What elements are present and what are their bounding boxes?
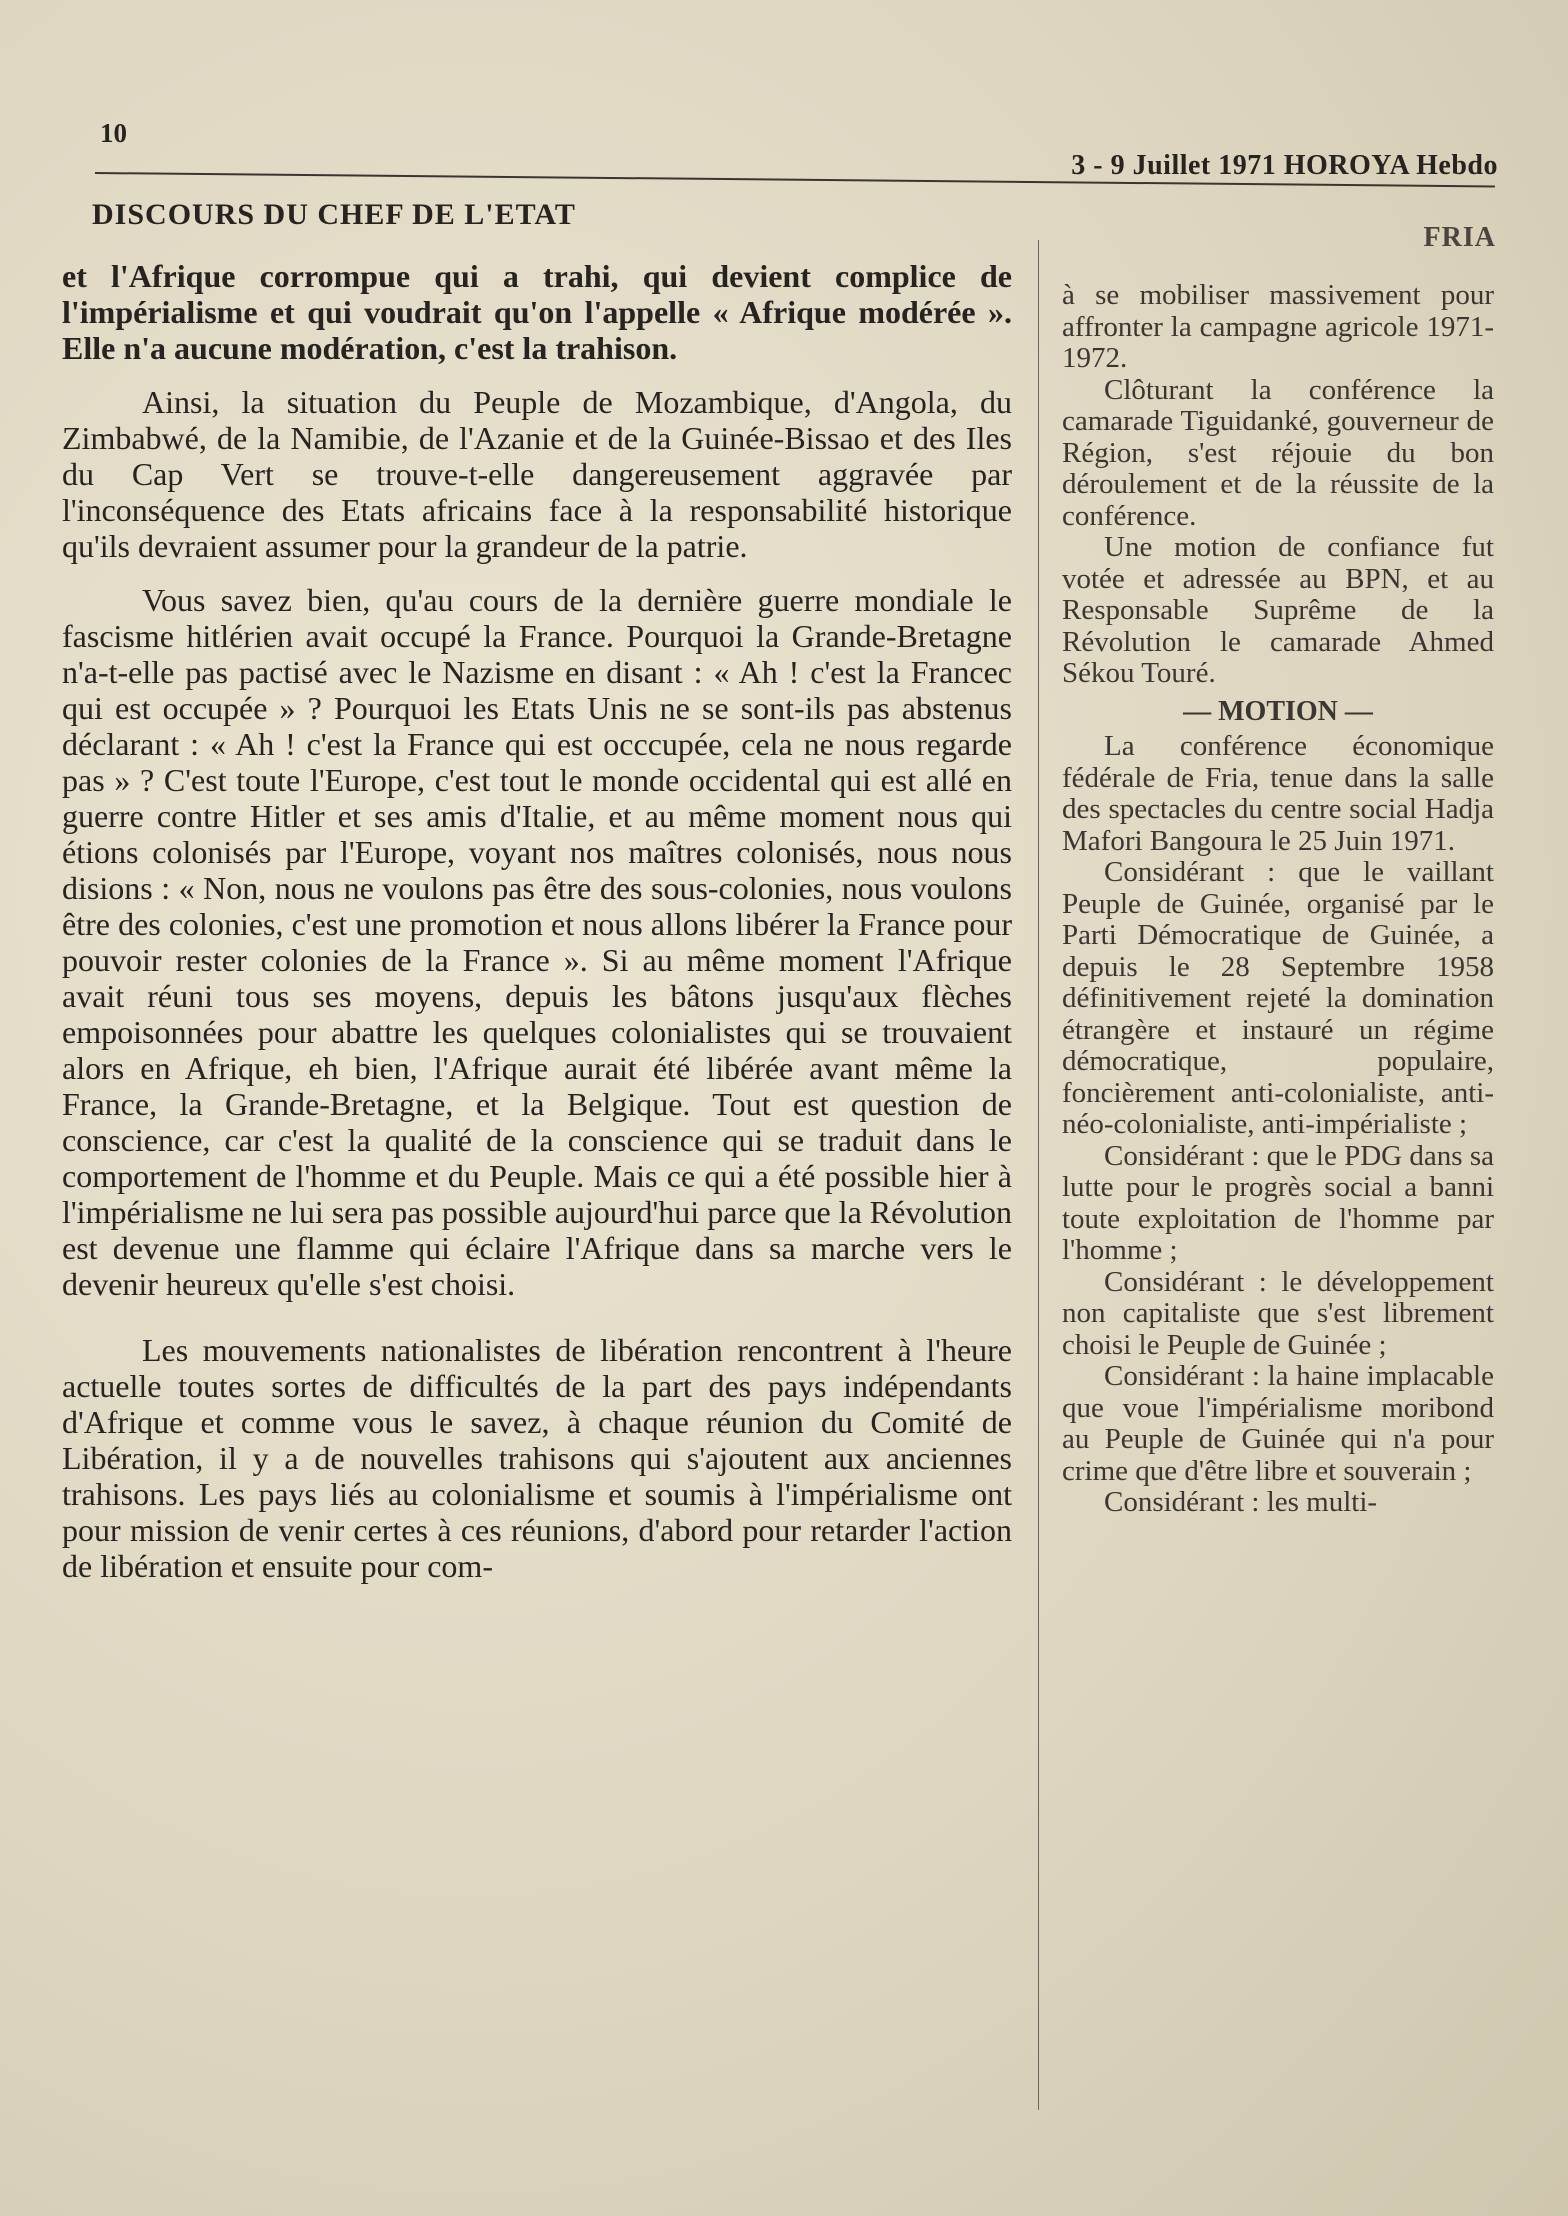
article-paragraph: La conférence économique fédérale de Fria, tenue dans la salle des spectacles du centre social Hadja Mafori Bangoura le 25 Juin 1971.: [1062, 730, 1494, 857]
considerant-paragraph: Considérant : le développement non capitaliste que s'est librement choisi le Peuple de Guinée ;: [1062, 1265, 1494, 1361]
article-paragraph: Une motion de confiance fut votée et adressée au BPN, et au Responsable Suprême de la Révolution le camarade Ahmed Sékou Touré.: [1062, 531, 1494, 689]
right-article-column: [1062, 280, 1494, 1519]
article-paragraph: Clôturant la conférence la camarade Tiguidanké, gouverneur de Région, s'est réjouie du bon déroulement et de la réussite de la conférence.: [1062, 373, 1494, 532]
issue-info: 3 - 9 Juillet 1971 HOROYA Hebdo: [1071, 150, 1498, 181]
article-paragraph: Ainsi, la situation du Peuple de Mozambique, d'Angola, du Zimbabwé, de la Namibie, de l'Azanie et de la Guinée-Bissao et des Iles du Cap Vert se trouve-t-elle dangereusement aggravée par l'inconséquence des Etats africains face à la responsabilité historique qu'ils devraient assumer pour la grandeur de la patrie.: [62, 384, 1012, 564]
considerant-paragraph: Considérant : que le vaillant Peuple de Guinée, organisé par le Parti Démocratique de Guinée, a depuis le 28 Septembre 1958 définitivement rejeté la domination étrangère et instauré un régime démocratique, populaire, foncièrement anti-colonialiste, anti-néo-colonialiste, anti-impérialiste ;: [1062, 856, 1494, 1140]
article-paragraph: Vous savez bien, qu'au cours de la dernière guerre mondiale le fascisme hitlérien avait occupé la France. Pourquoi la Grande-Bretagne n'a-t-elle pas pactisé avec le Nazisme en disant : « Ah ! c'est la Francec qui est occupée » ? Pourquoi les Etats Unis ne se sont-ils pas abstenus déclarant : « Ah ! c'est la France qui est occcupée, cela ne nous regarde pas » ? C'est toute l'Europe, c'est tout le monde occidental qui est allé en guerre contre Hitler et ses amis d'Italie, et au même moment nous qui étions colonisés par l'Europe, voyant nos maîtres colonisés, nous nous disions : « Non, nous ne voulons pas être des sous-colonies, nous voulons être des colonies, c'est une promotion et nous allons libérer la France pour pouvoir rester colonies de la France ». Si au même moment l'Afrique avait réuni tous ses moyens, depuis les bâtons jusqu'aux flèches empoisonnées pour abattre les quelques colonialistes qui se trouvaient alors en Afrique, eh bien, l'Afrique aurait été libérée avant même la France, la Grande-Bretagne, et la Belgique. Tout est question de conscience, car c'est la qualité de la conscience qui se traduit dans le comportement de l'homme et du Peuple. Mais ce qui a été possible hier à l'impérialisme ne lui sera pas possible aujourd'hui parce que la Révolution est devenue une flamme qui éclaire l'Afrique dans sa marche vers le devenir heureux qu'elle s'est choisi.: [62, 582, 1012, 1302]
considerant-paragraph: Considérant : les multi-: [1104, 1486, 1378, 1518]
motion-heading: — MOTION —: [1183, 695, 1373, 727]
considerant-paragraph: Considérant : la haine implacable que voue l'impérialisme moribond au Peuple de Guinée qui n'a pour crime que d'être libre et souverain ;: [1062, 1360, 1494, 1487]
article-paragraph: Les mouvements nationalistes de libération rencontrent à l'heure actuelle toutes sortes de difficultés de la part des pays indépendants d'Afrique et comme vous le savez, à chaque réunion du Comité de Libération, il y a de nouvelles trahisons qui s'ajoutent aux anciennes trahisons. Les pays liés au colonialisme et soumis à l'impérialisme ont pour mission de venir certes à ces réunions, d'abord pour retarder l'action de libération et ensuite pour com-: [62, 1332, 1012, 1584]
section-title-right: FRIA: [1423, 222, 1496, 253]
column-divider: [1038, 240, 1039, 2110]
section-title-left: DISCOURS DU CHEF DE L'ETAT: [92, 198, 576, 231]
page-number: 10: [100, 118, 127, 148]
article-paragraph: et l'Afrique corrompue qui a trahi, qui devient complice de l'impérialisme et qui voudrait qu'on l'appelle « Afrique modérée ». Elle n'a aucune modération, c'est la trahison.: [62, 258, 1012, 366]
left-article-column: [62, 258, 1012, 1584]
article-paragraph: à se mobiliser massivement pour affronter la campagne agricole 1971-1972.: [1062, 279, 1494, 374]
considerant-paragraph: Considérant : que le PDG dans sa lutte pour le progrès social a banni toute exploitation de l'homme par l'homme ;: [1062, 1139, 1494, 1266]
